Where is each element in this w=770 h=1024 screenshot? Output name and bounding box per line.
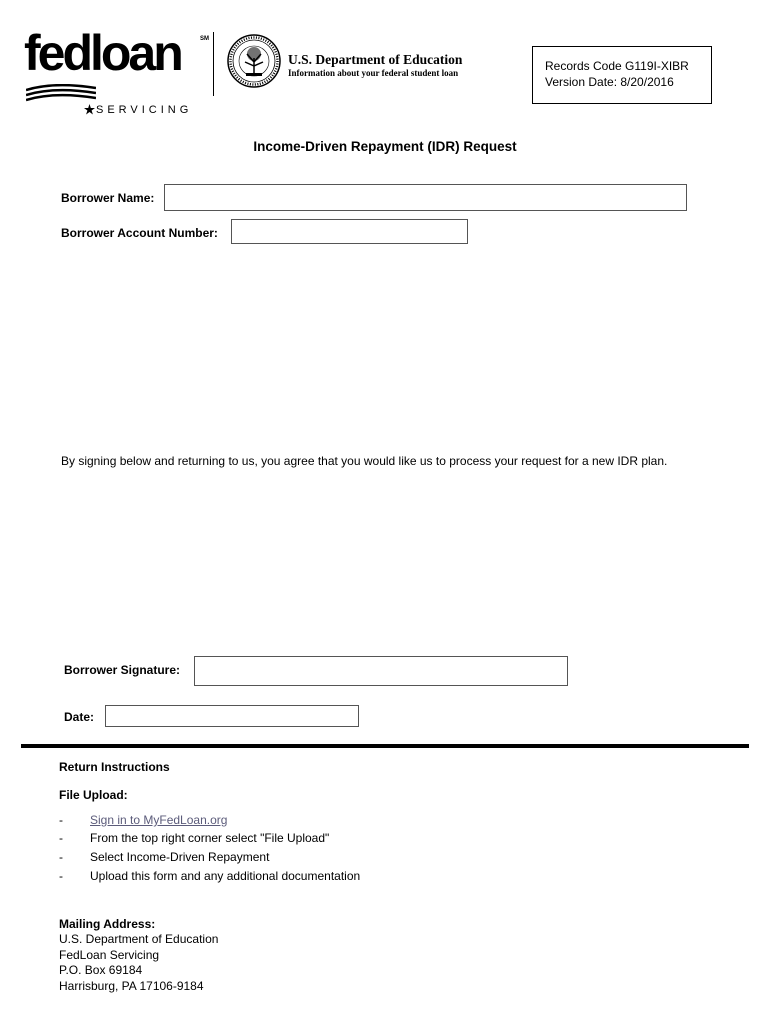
logo-divider [213, 32, 214, 96]
records-info-box [532, 46, 712, 104]
mailing-address-heading: Mailing Address: [59, 917, 156, 931]
mailing-address [59, 917, 218, 994]
department-seal-icon [227, 34, 281, 88]
swoosh-icon [26, 84, 96, 102]
return-instructions-heading: Return Instructions [59, 760, 170, 774]
account-number-label: Borrower Account Number: [61, 226, 218, 240]
fedloan-logo-sm: SM [200, 36, 209, 42]
mailing-address-line: Harrisburg, PA 17106-9184 [59, 978, 204, 993]
step-bullet: - [59, 831, 63, 845]
records-code: Records Code G119I-XIBR [545, 59, 689, 73]
step-text: From the top right corner select "File Upload" [90, 831, 330, 845]
date-label: Date: [64, 710, 95, 724]
file-upload-heading: File Upload: [59, 788, 128, 802]
fedloan-logo-word: fedloan [24, 25, 181, 81]
signature-label: Borrower Signature: [64, 663, 181, 677]
department-tagline: Information about your federal student loan [288, 68, 459, 78]
borrower-name-label: Borrower Name: [61, 191, 155, 205]
step-text: Select Income-Driven Repayment [90, 850, 270, 864]
mailing-address-line: FedLoan Servicing [59, 947, 160, 962]
signature-field[interactable] [194, 656, 568, 686]
mailing-address-line: U.S. Department of Education [59, 932, 219, 947]
section-divider [21, 744, 749, 748]
step-bullet: - [59, 850, 63, 864]
agreement-text: By signing below and returning to us, you agree that you would like us to process your request for a new IDR plan. [61, 454, 668, 468]
fedloan-logo-servicing: SERVICING [96, 104, 193, 116]
myfedloan-sign-in-link[interactable]: Sign in to MyFedLoan.org [90, 813, 228, 827]
step-bullet: - [59, 869, 63, 883]
date-field[interactable] [105, 705, 359, 727]
form-title: Income-Driven Repayment (IDR) Request [253, 139, 517, 154]
step-bullet: - [59, 813, 63, 827]
mailing-address-line: P.O. Box 69184 [59, 963, 143, 978]
account-number-field[interactable] [231, 219, 468, 244]
star-icon [84, 104, 95, 115]
borrower-name-field[interactable] [164, 184, 687, 211]
step-text: Upload this form and any additional documentation [90, 869, 361, 883]
fedloan-logo [24, 25, 209, 116]
department-title: U.S. Department of Education [288, 52, 463, 67]
version-date: Version Date: 8/20/2016 [545, 75, 674, 89]
